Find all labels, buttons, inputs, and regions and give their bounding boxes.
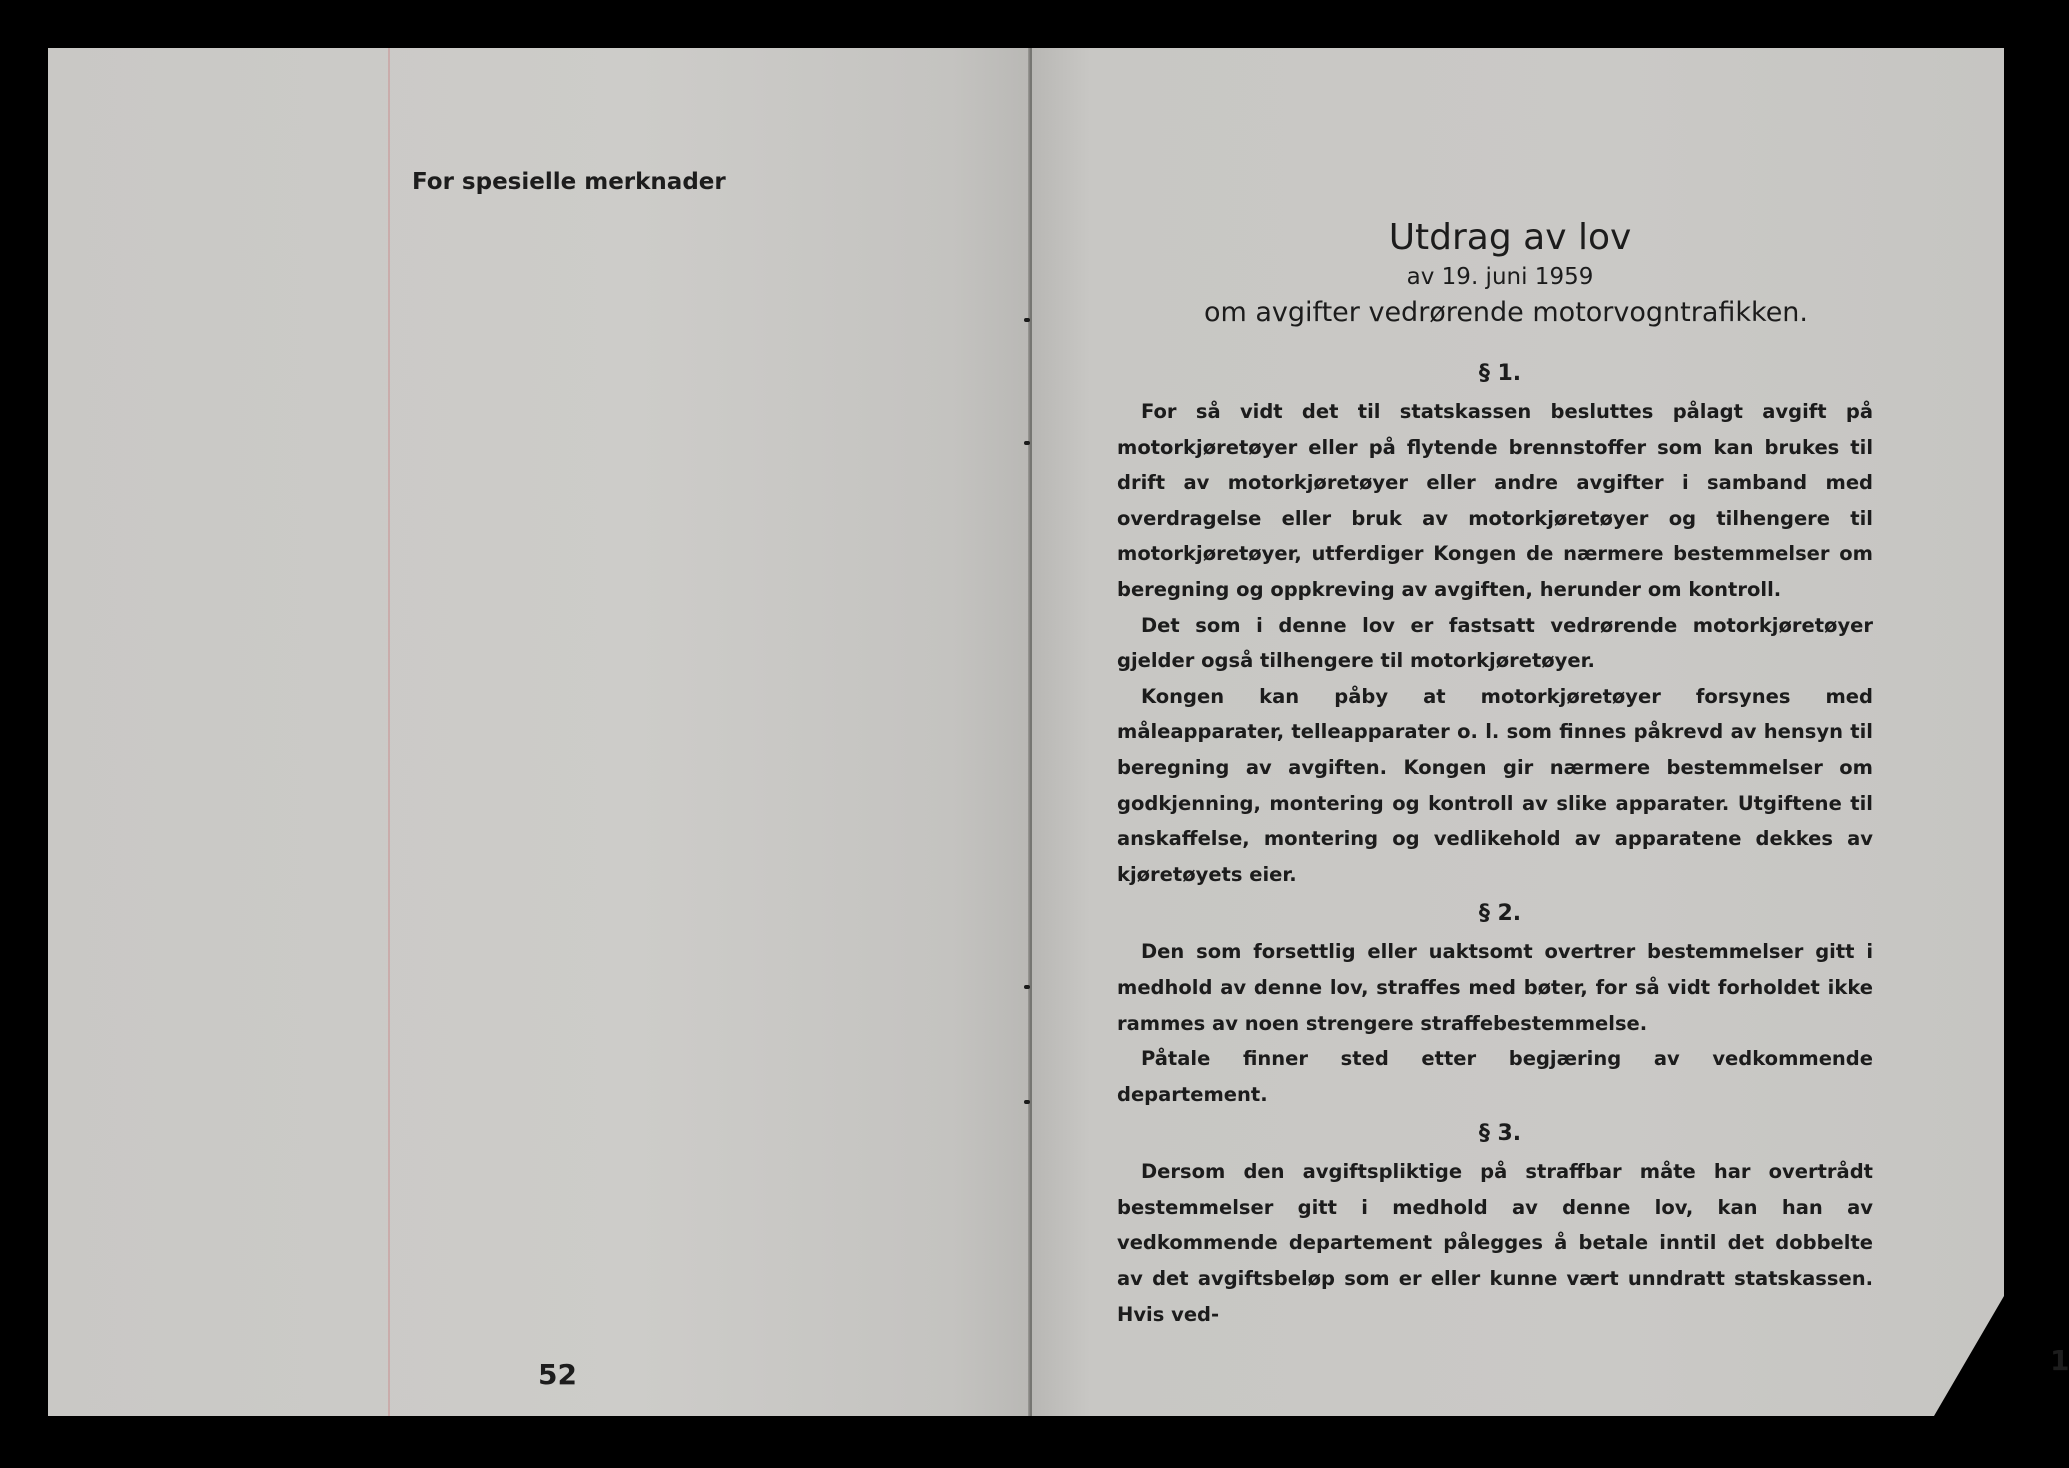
right-page xyxy=(1032,48,2069,1416)
paragraph: Dersom den avgiftspliktige på straffbar måte har overtrådt bestemmelser gitt i medhold av denne lov, kan han av vedkommende departement pålegges å betale inntil det dobbelte av det avgiftsbeløp som er eller kunne vært unndratt statskassen. Hvis ved- xyxy=(1117,1160,1873,1326)
paragraph: Det som i denne lov er fastsatt vedrørende motorkjøretøyer gjelder også tilhengere til motorkjøretøyer. xyxy=(1117,613,1873,673)
section-heading: § 1. xyxy=(1478,361,1522,386)
page-number-left: 52 xyxy=(538,1358,577,1391)
law-date: av 19. juni 1959 xyxy=(1406,264,1594,290)
paragraph: Påtale finner sted etter begjæring av vedkommende departement. xyxy=(1117,1047,1873,1106)
margin-rule xyxy=(388,48,390,1416)
torn-corner xyxy=(1934,1296,2004,1416)
section-heading: § 3. xyxy=(1478,1121,1522,1147)
staple-hole xyxy=(1024,1100,1030,1104)
paragraph: For så vidt det til statskassen besluttes pålagt avgift på motorkjøretøyer eller på flytende brennstoffer som kan brukes til drift av motorkjøretøyer eller andre avgifter i samband med overdragelse eller bruk av motorkjøretøyer og tilhengere til motorkjøretøyer, utferdiger Kongen de nærmere bestemmelser om beregning og oppkreving av avgiften, herunder om kontroll. xyxy=(1117,400,1873,601)
paragraph: Den som forsettlig eller uaktsomt overtrer bestemmelser gitt i medhold av denne lov, straffes med bøter, for så vidt forholdet ikke rammes av noen strengere straffebestemmelse. xyxy=(1117,940,1873,1035)
staple-hole xyxy=(1024,318,1030,322)
paragraph: Kongen kan påby at motorkjøretøyer forsynes med måleapparater, telleapparater o. l. som finnes påkrevd av hensyn til beregning av avgiften. Kongen gir nærmere bestemmelser om godkjenning, montering og kontroll av slike apparater. Utgiftene til anskaffelse, montering og vedlikehold av apparatene dekkes av kjøretøyets eier. xyxy=(1117,684,1873,886)
law-excerpt xyxy=(1117,216,1873,1332)
section-3 xyxy=(1117,1118,1873,1332)
special-remarks-heading: For spesielle merknader xyxy=(412,169,726,195)
staple-hole xyxy=(1024,985,1030,989)
staple-hole xyxy=(1024,441,1030,445)
document-title: Utdrag av lov xyxy=(1388,217,1632,258)
section-heading: § 2. xyxy=(1478,901,1522,927)
page-number-right: 1 xyxy=(2050,1344,2069,1377)
section-2 xyxy=(1117,898,1873,1112)
section-1 xyxy=(1117,358,1873,892)
left-page xyxy=(48,48,1030,1416)
law-subtitle: om avgifter vedrørende motorvogntrafikken. xyxy=(1203,297,1809,328)
